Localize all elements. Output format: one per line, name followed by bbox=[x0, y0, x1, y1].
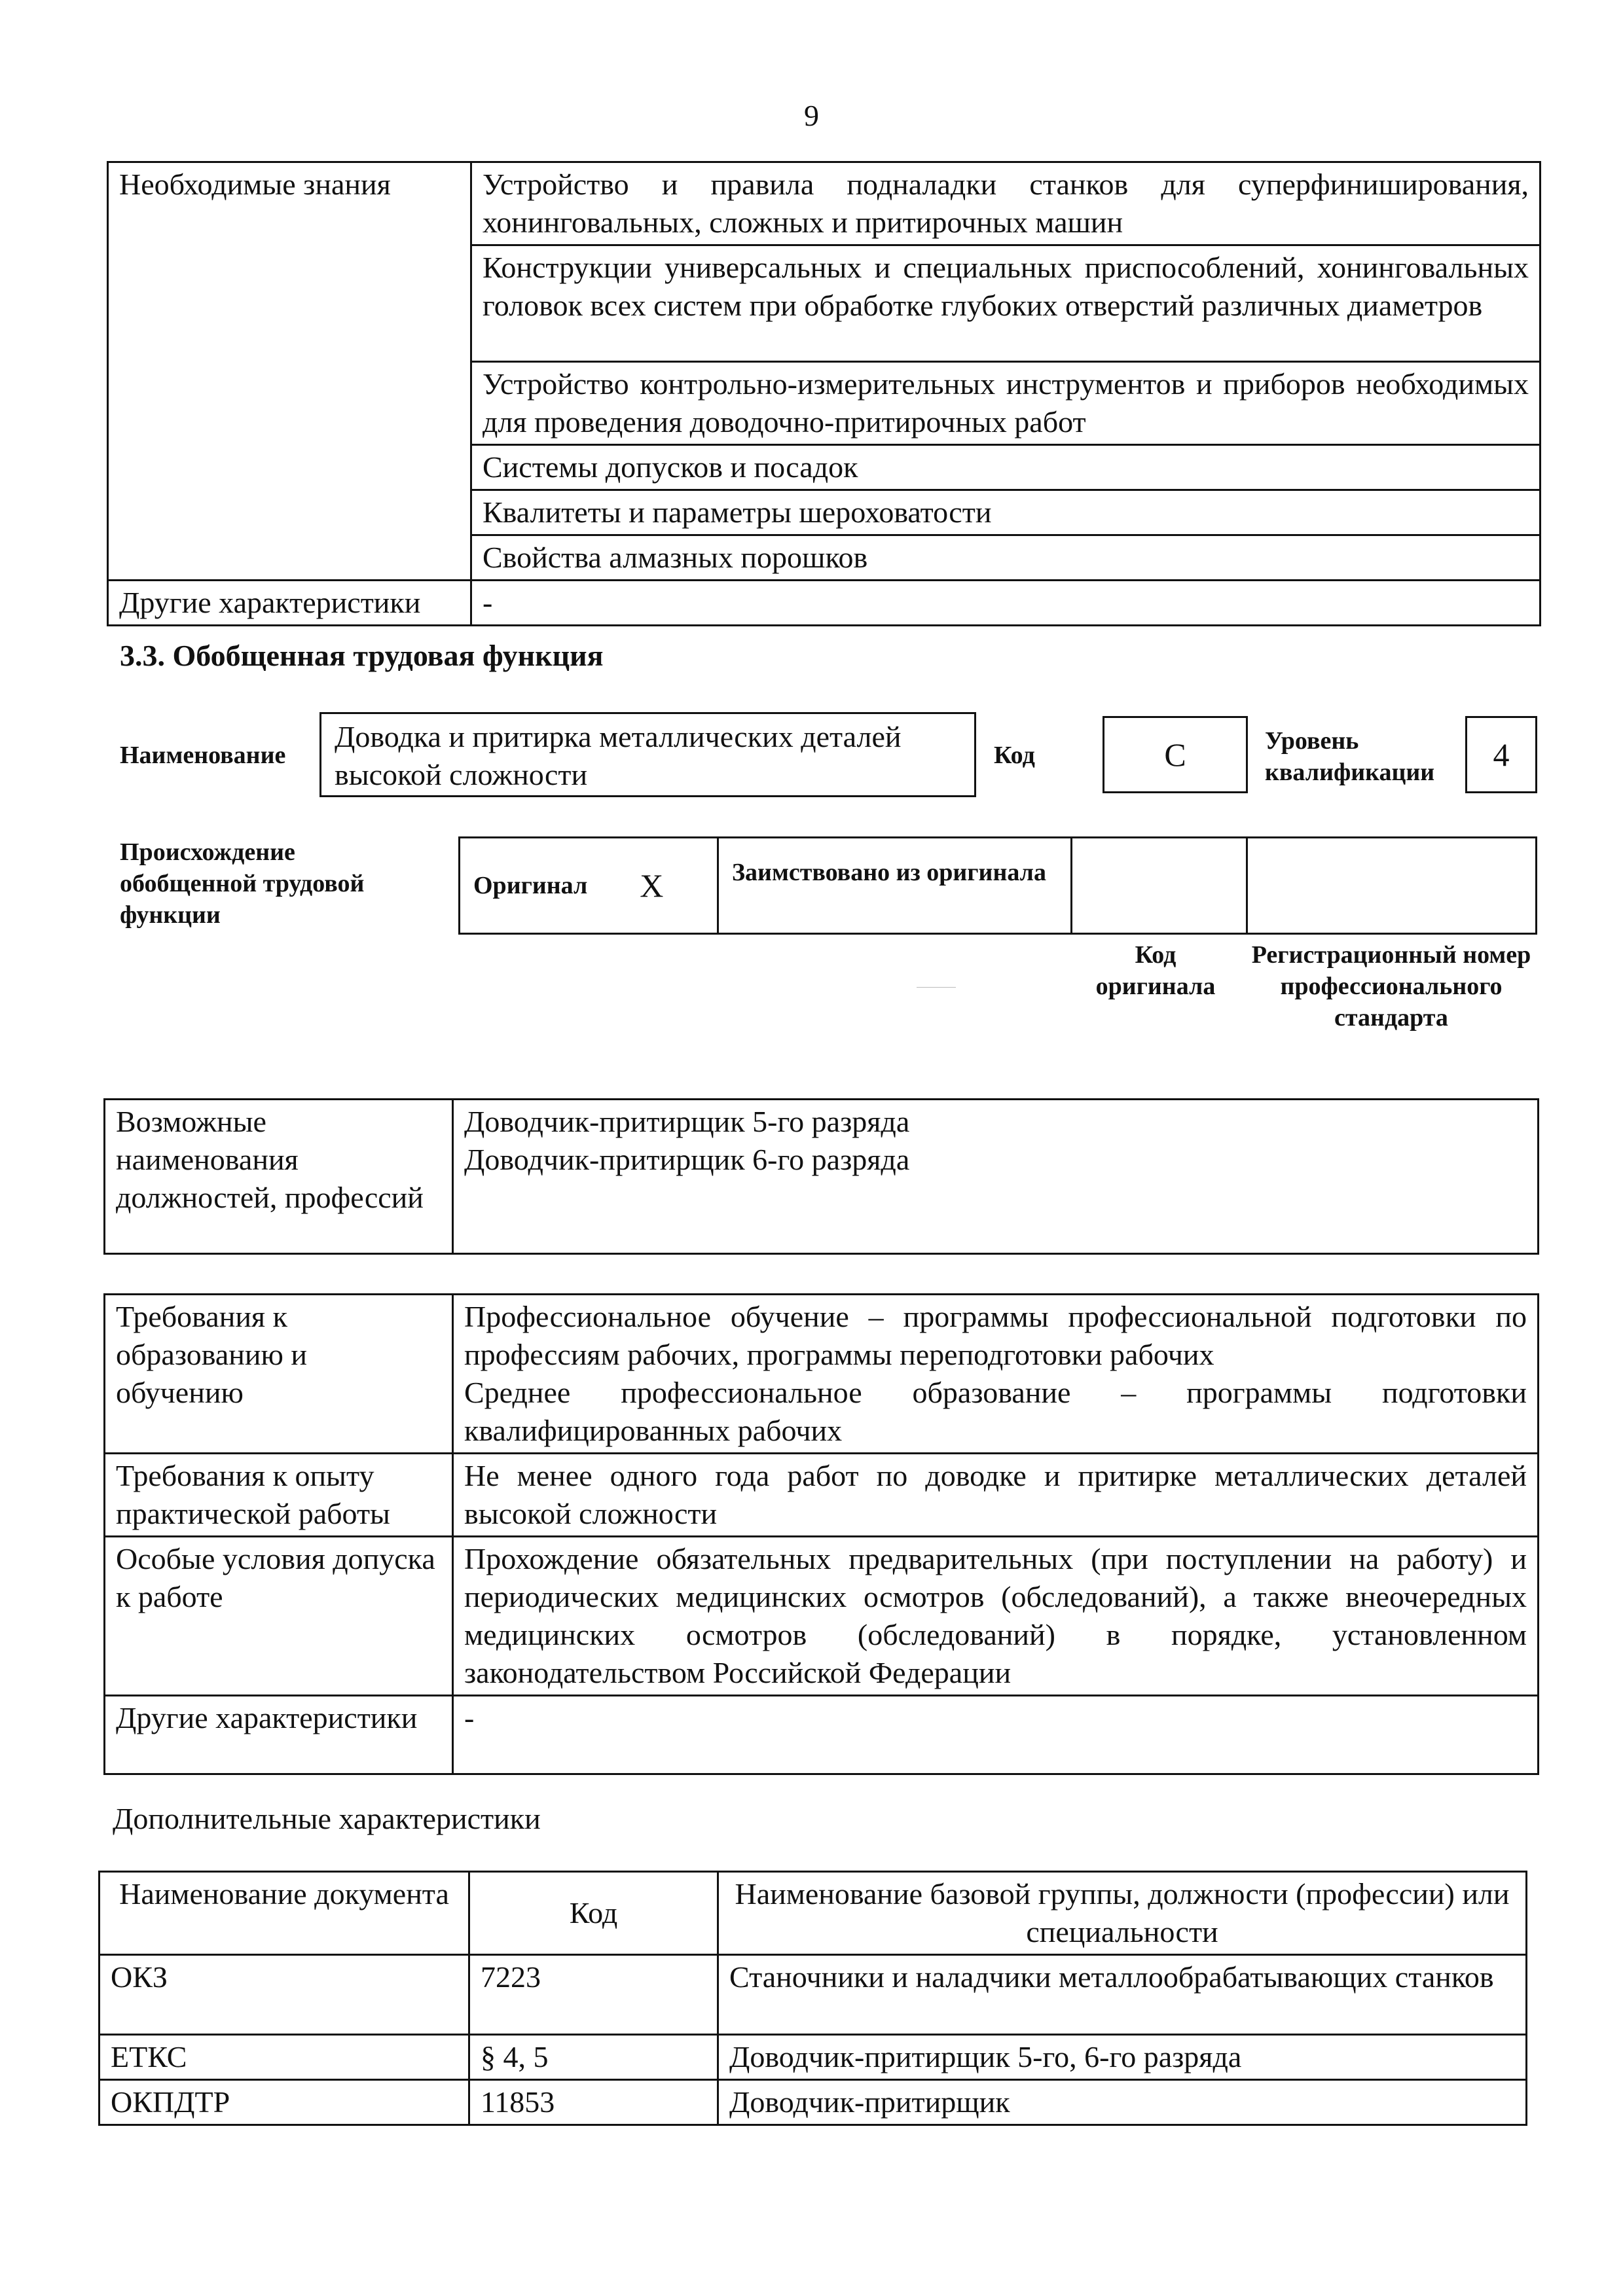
section-title: 3.3. Обобщенная трудовая функция bbox=[120, 639, 604, 672]
admission-value: Прохождение обязательных предварительных (при поступлении на работу) и периодических медицинских осмотров (обследований), а также внеочередных медицинских осмотров (обследований) в порядке, установленном законодательством Российской Федерации bbox=[453, 1537, 1539, 1696]
other-requirements-label: Другие характеристики bbox=[105, 1696, 453, 1774]
table-row-code: 7223 bbox=[469, 1955, 718, 2035]
table-row-doc: ОКЗ bbox=[100, 1955, 469, 2035]
original-cell bbox=[460, 838, 719, 933]
table-row-name: Станочники и наладчики металлообрабатывающих станков bbox=[718, 1955, 1527, 2035]
knowledge-item: Устройство и правила подналадки станков для суперфиниширования, хонинговальных, сложных и притирочных машин bbox=[471, 162, 1541, 245]
table-row-code: 11853 bbox=[469, 2080, 718, 2125]
original-code-caption: Код оригинала bbox=[1095, 941, 1216, 1000]
education-values bbox=[453, 1295, 1539, 1454]
position-item: Доводчик-притирщик 5-го разряда bbox=[464, 1105, 910, 1138]
admission-label: Особые условия допуска к работе bbox=[105, 1537, 453, 1696]
other-requirements-value: - bbox=[453, 1696, 1539, 1774]
requirements-table bbox=[103, 1293, 1539, 1775]
original-code-cell bbox=[1072, 838, 1248, 933]
knowledge-item: Свойства алмазных порошков bbox=[471, 535, 1541, 581]
knowledge-item: Системы допусков и посадок bbox=[471, 445, 1541, 490]
table-row-name: Доводчик-притирщик 5-го, 6-го разряда bbox=[718, 2035, 1527, 2080]
level-label: Уровень квалификации bbox=[1265, 727, 1435, 786]
other-characteristics-label: Другие характеристики bbox=[108, 581, 471, 626]
table-row-doc: ОКПДТР bbox=[100, 2080, 469, 2125]
table-row-doc: ЕТКС bbox=[100, 2035, 469, 2080]
registration-number-cell bbox=[1248, 838, 1535, 933]
additional-title: Дополнительные характеристики bbox=[113, 1802, 541, 1835]
original-label: Оригинал bbox=[473, 872, 588, 899]
knowledge-item: Квалитеты и параметры шероховатости bbox=[471, 490, 1541, 535]
experience-label: Требования к опыту практической работы bbox=[105, 1454, 453, 1537]
origin-label: Происхождение обобщенной трудовой функции bbox=[120, 838, 365, 929]
level-value-box: 4 bbox=[1465, 716, 1537, 793]
registration-number-caption: Регистрационный номер профессионального стандарта bbox=[1251, 941, 1531, 1031]
education-item: Среднее профессиональное образование – программы подготовки квалифицированных рабочих bbox=[464, 1376, 1527, 1447]
original-mark: X bbox=[640, 867, 664, 904]
knowledge-item: Конструкции универсальных и специальных приспособлений, хонинговальных головок всех систем при обработке глубоких отверстий различных диаметров bbox=[471, 245, 1541, 362]
header-group: Наименование базовой группы, должности (профессии) или специальности bbox=[718, 1872, 1527, 1955]
other-characteristics-value: - bbox=[471, 581, 1541, 626]
table-row-name: Доводчик-притирщик bbox=[718, 2080, 1527, 2125]
positions-values bbox=[453, 1100, 1539, 1254]
name-label: Наименование bbox=[120, 742, 286, 769]
table-row-code: § 4, 5 bbox=[469, 2035, 718, 2080]
knowledge-label: Необходимые знания bbox=[108, 162, 471, 581]
page-number: 9 bbox=[804, 99, 819, 132]
code-value-box: C bbox=[1103, 716, 1248, 793]
header-code: Код bbox=[469, 1872, 718, 1955]
function-name-box: Доводка и притирка металлических деталей высокой сложности bbox=[319, 712, 976, 797]
origin-row bbox=[458, 836, 1537, 935]
borrowed-label: Заимствовано из оригинала bbox=[719, 838, 1072, 933]
knowledge-table bbox=[107, 161, 1541, 626]
positions-label: Возможные наименования должностей, профессий bbox=[105, 1100, 453, 1254]
knowledge-item: Устройство контрольно-измерительных инструментов и приборов необходимых для проведения доводочно-притирочных работ bbox=[471, 362, 1541, 445]
additional-table bbox=[98, 1871, 1527, 2126]
education-item: Профессиональное обучение – программы профессиональной подготовки по профессиям рабочих, программы переподготовки рабочих bbox=[464, 1300, 1527, 1371]
faint-mark bbox=[917, 987, 956, 988]
code-label: Код bbox=[994, 742, 1035, 769]
education-label: Требования к образованию и обучению bbox=[105, 1295, 453, 1454]
positions-table bbox=[103, 1098, 1539, 1255]
header-document: Наименование документа bbox=[100, 1872, 469, 1955]
position-item: Доводчик-притирщик 6-го разряда bbox=[464, 1143, 910, 1176]
experience-value: Не менее одного года работ по доводке и притирке металлических деталей высокой сложности bbox=[453, 1454, 1539, 1537]
